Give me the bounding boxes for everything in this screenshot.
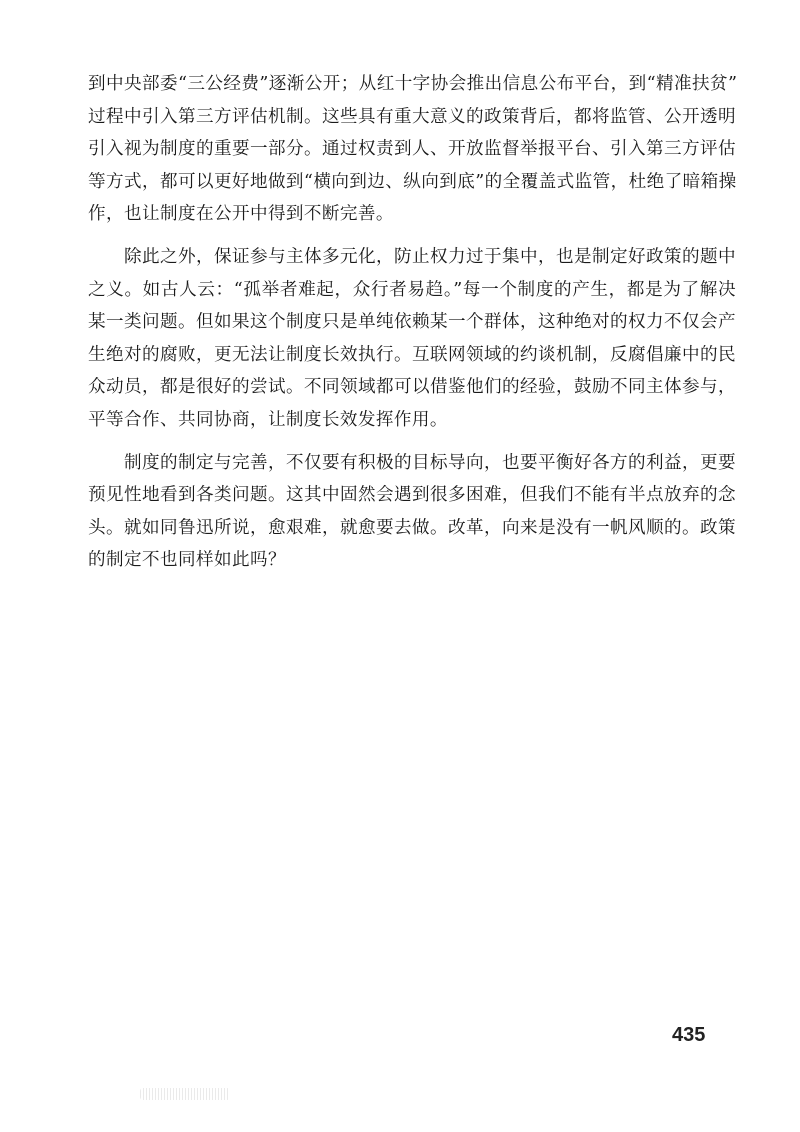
text-line: 预见性地看到各类问题。这其中固然会遇到很多困难，但我们不能有半点放弃的念 [88,485,736,506]
text-line: 等方式，都可以更好地做到“横向到边、纵向到底”的全覆盖式监管，杜绝了暗箱操 [88,171,737,192]
text-line: 的制定不也同样如此吗？ [88,550,286,571]
page-number: 435 [672,1024,706,1046]
text-line: 制度的制定与完善，不仅要有积极的目标导向，也要平衡好各方的利益，更要 [124,452,736,473]
text-line: 过程中引入第三方评估机制。这些具有重大意义的政策背后，都将监管、公开透明 [88,106,736,127]
text-line: 生绝对的腐败，更无法让制度长效执行。互联网领域的约谈机制，反腐倡廉中的民 [88,344,736,365]
paragraph-3 [88,447,736,577]
text-line: 除此之外，保证参与主体多元化，防止权力过于集中，也是制定好政策的题中 [124,246,736,267]
scan-artifact [140,1088,230,1100]
body-text [88,68,736,587]
text-line: 之义。如古人云：“孤举者难起，众行者易趋。”每一个制度的产生，都是为了解决 [88,279,736,300]
text-line: 到中央部委“三公经费”逐渐公开；从红十字协会推出信息公布平台，到“精准扶贫” [88,74,738,94]
text-line: 引入视为制度的重要一部分。通过权责到人、开放监督举报平台、引入第三方评估 [88,139,736,160]
paragraph-2 [88,241,736,437]
text-line: 平等合作、共同协商，让制度长效发挥作用。 [88,409,448,430]
text-line: 头。就如同鲁迅所说，愈艰难，就愈要去做。改革，向来是没有一帆风顺的。政策 [88,517,736,538]
text-line: 众动员，都是很好的尝试。不同领域都可以借鉴他们的经验，鼓励不同主体参与， [88,377,736,398]
text-line: 某一类问题。但如果这个制度只是单纯依赖某一个群体，这种绝对的权力不仅会产 [88,312,736,333]
paragraph-1 [88,68,736,231]
text-line: 作，也让制度在公开中得到不断完善。 [88,204,394,225]
